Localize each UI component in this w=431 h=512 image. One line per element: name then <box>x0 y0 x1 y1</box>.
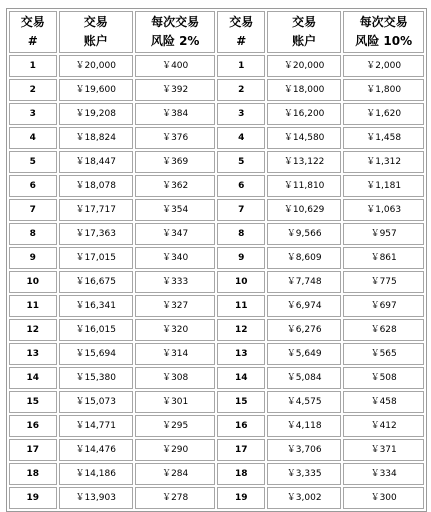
cell-trade-number: 7 <box>9 199 57 221</box>
cell-risk-10pct: ￥2,000 <box>343 55 424 77</box>
table-row <box>9 463 424 485</box>
cell-account-2pct: ￥19,208 <box>59 103 133 125</box>
cell-risk-2pct: ￥400 <box>135 55 216 77</box>
cell-account-2pct: ￥14,476 <box>59 439 133 461</box>
cell-risk-2pct: ￥384 <box>135 103 216 125</box>
cell-risk-10pct: ￥565 <box>343 343 424 365</box>
cell-risk-2pct: ￥327 <box>135 295 216 317</box>
cell-account-2pct: ￥14,186 <box>59 463 133 485</box>
table-row <box>9 127 424 149</box>
cell-account-10pct: ￥9,566 <box>267 223 341 245</box>
cell-account-10pct: ￥3,706 <box>267 439 341 461</box>
cell-account-10pct: ￥3,002 <box>267 487 341 509</box>
cell-risk-2pct: ￥308 <box>135 367 216 389</box>
cell-risk-10pct: ￥1,181 <box>343 175 424 197</box>
cell-account-10pct: ￥6,276 <box>267 319 341 341</box>
header-trade-number <box>9 11 57 53</box>
header-account-line1-b: 交易 <box>292 15 317 29</box>
cell-account-2pct: ￥14,771 <box>59 415 133 437</box>
table-row <box>9 223 424 245</box>
risk-comparison-table <box>6 8 427 512</box>
cell-risk-10pct: ￥1,458 <box>343 127 424 149</box>
cell-account-10pct: ￥8,609 <box>267 247 341 269</box>
cell-account-10pct: ￥13,122 <box>267 151 341 173</box>
cell-risk-10pct: ￥371 <box>343 439 424 461</box>
cell-trade-number-b: 8 <box>217 223 265 245</box>
table-row <box>9 439 424 461</box>
cell-account-10pct: ￥18,000 <box>267 79 341 101</box>
cell-account-2pct: ￥15,380 <box>59 367 133 389</box>
cell-trade-number: 4 <box>9 127 57 149</box>
cell-account-2pct: ￥20,000 <box>59 55 133 77</box>
cell-trade-number: 1 <box>9 55 57 77</box>
cell-risk-2pct: ￥278 <box>135 487 216 509</box>
cell-risk-2pct: ￥369 <box>135 151 216 173</box>
cell-trade-number-b: 10 <box>217 271 265 293</box>
cell-risk-10pct: ￥957 <box>343 223 424 245</box>
cell-trade-number-b: 4 <box>217 127 265 149</box>
cell-trade-number-b: 9 <box>217 247 265 269</box>
header-row <box>9 11 424 53</box>
cell-risk-2pct: ￥354 <box>135 199 216 221</box>
cell-risk-10pct: ￥1,620 <box>343 103 424 125</box>
table-row <box>9 271 424 293</box>
cell-trade-number: 6 <box>9 175 57 197</box>
cell-risk-10pct: ￥775 <box>343 271 424 293</box>
cell-account-10pct: ￥4,575 <box>267 391 341 413</box>
cell-account-2pct: ￥15,073 <box>59 391 133 413</box>
cell-account-2pct: ￥18,078 <box>59 175 133 197</box>
cell-trade-number-b: 6 <box>217 175 265 197</box>
cell-account-2pct: ￥17,015 <box>59 247 133 269</box>
cell-trade-number-b: 5 <box>217 151 265 173</box>
cell-risk-10pct: ￥697 <box>343 295 424 317</box>
header-hash-label: # <box>27 34 38 48</box>
header-account-line1: 交易 <box>83 15 108 29</box>
cell-trade-number: 11 <box>9 295 57 317</box>
cell-trade-number: 10 <box>9 271 57 293</box>
cell-trade-number: 17 <box>9 439 57 461</box>
cell-risk-10pct: ￥508 <box>343 367 424 389</box>
cell-risk-10pct: ￥1,063 <box>343 199 424 221</box>
cell-trade-number: 13 <box>9 343 57 365</box>
header-risk-10pct-line2: 风险 10% <box>355 34 413 48</box>
cell-risk-10pct: ￥458 <box>343 391 424 413</box>
cell-account-2pct: ￥16,675 <box>59 271 133 293</box>
cell-account-10pct: ￥10,629 <box>267 199 341 221</box>
cell-risk-2pct: ￥295 <box>135 415 216 437</box>
header-account-10pct <box>267 11 341 53</box>
risk-table-container <box>6 8 427 503</box>
cell-risk-10pct: ￥1,800 <box>343 79 424 101</box>
table-row <box>9 415 424 437</box>
cell-risk-2pct: ￥290 <box>135 439 216 461</box>
cell-trade-number-b: 12 <box>217 319 265 341</box>
cell-risk-10pct: ￥861 <box>343 247 424 269</box>
cell-risk-10pct: ￥300 <box>343 487 424 509</box>
header-risk-2pct <box>135 11 216 53</box>
cell-account-2pct: ￥13,903 <box>59 487 133 509</box>
table-row <box>9 295 424 317</box>
cell-account-10pct: ￥6,974 <box>267 295 341 317</box>
header-account-line2: 账户 <box>83 34 108 48</box>
table-row <box>9 199 424 221</box>
header-account-line2-b: 账户 <box>292 34 317 48</box>
cell-risk-2pct: ￥362 <box>135 175 216 197</box>
table-row <box>9 247 424 269</box>
cell-account-10pct: ￥14,580 <box>267 127 341 149</box>
header-risk-10pct <box>343 11 424 53</box>
cell-risk-2pct: ￥284 <box>135 463 216 485</box>
cell-account-2pct: ￥16,015 <box>59 319 133 341</box>
header-trade-label-b: 交易 <box>229 15 254 29</box>
cell-risk-2pct: ￥333 <box>135 271 216 293</box>
header-trade-label: 交易 <box>20 15 45 29</box>
table-row <box>9 55 424 77</box>
cell-trade-number: 8 <box>9 223 57 245</box>
cell-account-10pct: ￥5,649 <box>267 343 341 365</box>
cell-risk-2pct: ￥347 <box>135 223 216 245</box>
table-row <box>9 487 424 509</box>
header-risk-line1-b: 每次交易 <box>359 15 408 29</box>
cell-trade-number: 9 <box>9 247 57 269</box>
cell-trade-number: 5 <box>9 151 57 173</box>
cell-risk-2pct: ￥340 <box>135 247 216 269</box>
cell-account-10pct: ￥7,748 <box>267 271 341 293</box>
cell-trade-number-b: 13 <box>217 343 265 365</box>
cell-trade-number: 3 <box>9 103 57 125</box>
cell-account-10pct: ￥11,810 <box>267 175 341 197</box>
cell-trade-number-b: 11 <box>217 295 265 317</box>
cell-risk-2pct: ￥392 <box>135 79 216 101</box>
cell-risk-10pct: ￥1,312 <box>343 151 424 173</box>
table-row <box>9 319 424 341</box>
cell-trade-number: 19 <box>9 487 57 509</box>
cell-account-2pct: ￥18,824 <box>59 127 133 149</box>
cell-account-2pct: ￥18,447 <box>59 151 133 173</box>
cell-trade-number: 18 <box>9 463 57 485</box>
cell-account-10pct: ￥5,084 <box>267 367 341 389</box>
cell-trade-number: 16 <box>9 415 57 437</box>
table-row <box>9 103 424 125</box>
cell-account-2pct: ￥17,717 <box>59 199 133 221</box>
cell-trade-number-b: 2 <box>217 79 265 101</box>
header-risk-2pct-line2: 风险 2% <box>150 34 200 48</box>
cell-trade-number-b: 16 <box>217 415 265 437</box>
table-row <box>9 175 424 197</box>
table-row <box>9 367 424 389</box>
cell-risk-2pct: ￥301 <box>135 391 216 413</box>
header-hash-label-b: # <box>236 34 247 48</box>
table-row <box>9 79 424 101</box>
table-row <box>9 151 424 173</box>
table-row <box>9 391 424 413</box>
cell-trade-number-b: 19 <box>217 487 265 509</box>
cell-account-2pct: ￥19,600 <box>59 79 133 101</box>
cell-trade-number-b: 7 <box>217 199 265 221</box>
cell-trade-number-b: 14 <box>217 367 265 389</box>
header-account-2pct <box>59 11 133 53</box>
cell-risk-2pct: ￥376 <box>135 127 216 149</box>
cell-account-10pct: ￥3,335 <box>267 463 341 485</box>
cell-trade-number: 2 <box>9 79 57 101</box>
cell-risk-10pct: ￥412 <box>343 415 424 437</box>
cell-risk-2pct: ￥320 <box>135 319 216 341</box>
header-trade-number-b <box>217 11 265 53</box>
cell-risk-10pct: ￥628 <box>343 319 424 341</box>
cell-risk-10pct: ￥334 <box>343 463 424 485</box>
cell-trade-number-b: 3 <box>217 103 265 125</box>
cell-trade-number: 14 <box>9 367 57 389</box>
cell-trade-number-b: 15 <box>217 391 265 413</box>
table-body <box>9 55 424 509</box>
cell-trade-number: 12 <box>9 319 57 341</box>
header-risk-line1: 每次交易 <box>151 15 200 29</box>
cell-trade-number: 15 <box>9 391 57 413</box>
cell-trade-number-b: 1 <box>217 55 265 77</box>
cell-account-10pct: ￥16,200 <box>267 103 341 125</box>
cell-account-2pct: ￥17,363 <box>59 223 133 245</box>
cell-account-2pct: ￥16,341 <box>59 295 133 317</box>
cell-account-10pct: ￥20,000 <box>267 55 341 77</box>
cell-account-2pct: ￥15,694 <box>59 343 133 365</box>
cell-trade-number-b: 18 <box>217 463 265 485</box>
cell-account-10pct: ￥4,118 <box>267 415 341 437</box>
table-row <box>9 343 424 365</box>
cell-risk-2pct: ￥314 <box>135 343 216 365</box>
cell-trade-number-b: 17 <box>217 439 265 461</box>
